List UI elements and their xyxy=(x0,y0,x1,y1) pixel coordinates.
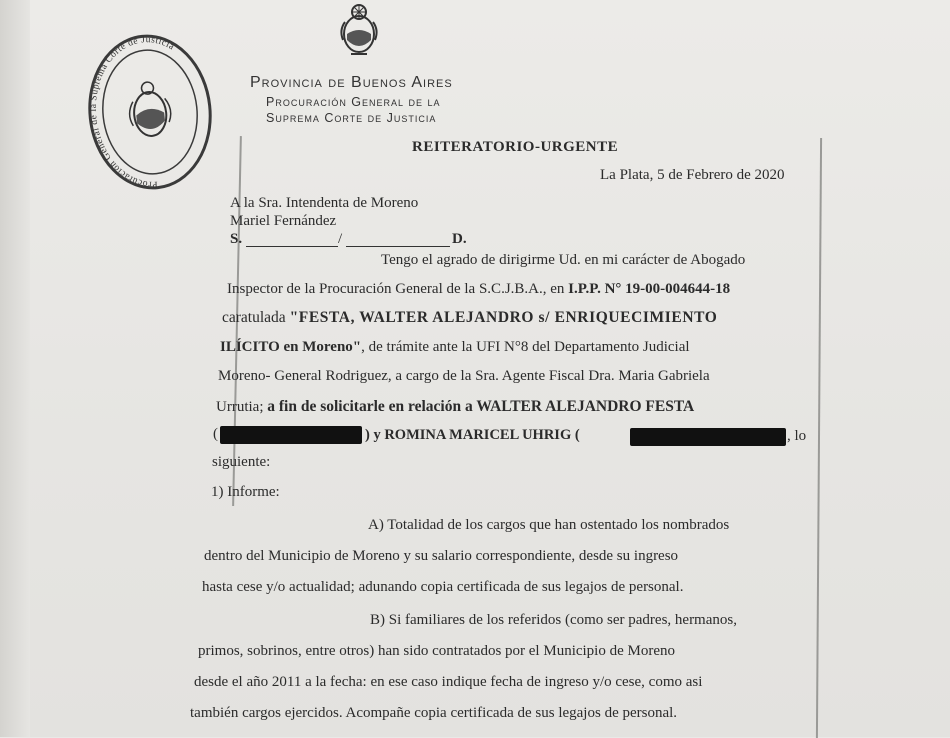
item-b-line-2: primos, sobrinos, entre otros) han sido contratados por el Municipio de Moreno xyxy=(198,643,675,659)
body-line-7-open: ( xyxy=(213,426,218,442)
letterhead-office-line-1: Procuración General de la xyxy=(266,95,441,109)
sd-underline-1 xyxy=(246,246,338,247)
place-and-date: La Plata, 5 de Febrero de 2020 xyxy=(600,167,785,183)
coat-of-arms-icon xyxy=(335,0,383,60)
case-caption: "FESTA, WALTER ALEJANDRO s/ ENRIQUECIMIENTO xyxy=(289,309,718,326)
addressee-title: A la Sra. Intendenta de Moreno xyxy=(230,195,419,211)
body-line-2 xyxy=(227,281,730,298)
item-b-line-1: B) Si familiares de los referidos (como ser padres, hermanos, xyxy=(370,612,737,628)
body-line-8: siguiente: xyxy=(212,454,271,470)
right-margin-line xyxy=(816,138,822,738)
body-line-9: 1) Informe: xyxy=(211,484,280,500)
sd-slash: / xyxy=(338,231,343,247)
sd-s: S. xyxy=(230,231,243,247)
sd-d: D. xyxy=(452,231,467,247)
page-shadow-edge xyxy=(0,0,30,737)
letterhead-province: Provincia de Buenos Aires xyxy=(250,74,453,91)
body-line-2-text: Inspector de la Procuración General de la S.C.J.B.A., en xyxy=(227,281,569,297)
body-line-6-text: Urrutia; xyxy=(216,399,268,415)
body-line-1: Tengo el agrado de dirigirme Ud. en mi carácter de Abogado xyxy=(381,252,746,268)
item-a-line-3: hasta cese y/o actualidad; adunando copia certificada de sus legajos de personal. xyxy=(202,579,684,595)
body-line-5: Moreno- General Rodriguez, a cargo de la Sra. Agente Fiscal Dra. Maria Gabriela xyxy=(218,368,710,384)
letterhead-office-line-2: Suprema Corte de Justicia xyxy=(266,111,437,125)
case-caption-cont: ILÍCITO en Moreno" xyxy=(220,339,362,355)
ipp-number: I.P.P. N° 19-00-004644-18 xyxy=(568,281,731,297)
body-line-7-name: ) y ROMINA MARICEL UHRIG ( xyxy=(365,427,580,443)
sd-underline-2 xyxy=(346,246,450,247)
item-b-line-4: también cargos ejercidos. Acompañe copia certificada de sus legajos de personal. xyxy=(190,705,678,721)
item-a-line-1: A) Totalidad de los cargos que han ostentado los nombrados xyxy=(368,517,730,533)
body-line-4-text: , de trámite ante la UFI N°8 del Departamento Judicial xyxy=(361,339,690,355)
redaction-box-1 xyxy=(220,426,362,444)
body-line-7-end: , lo xyxy=(787,428,807,444)
body-line-3-text: caratulada xyxy=(222,309,290,326)
document-type-title: REITERATORIO-URGENTE xyxy=(412,139,619,155)
request-subject: a fin de solicitarle en relación a WALTER ALEJANDRO FESTA xyxy=(267,398,695,415)
redaction-box-2 xyxy=(630,428,786,446)
official-seal-stamp xyxy=(78,26,222,199)
body-line-6 xyxy=(216,398,694,416)
item-b-line-3: desde el año 2011 a la fecha: en ese caso indique fecha de ingreso y/o cese, como asi xyxy=(194,674,703,690)
letterhead xyxy=(250,74,453,126)
item-a-line-2: dentro del Municipio de Moreno y su salario correspondiente, desde su ingreso xyxy=(204,548,679,564)
body-line-3 xyxy=(222,309,717,327)
svg-text:Procuración General de la Supr: Procuración General de la Suprema Corte de Justicia xyxy=(88,35,176,189)
addressee-name: Mariel Fernández xyxy=(230,213,337,229)
body-line-4 xyxy=(220,339,690,356)
